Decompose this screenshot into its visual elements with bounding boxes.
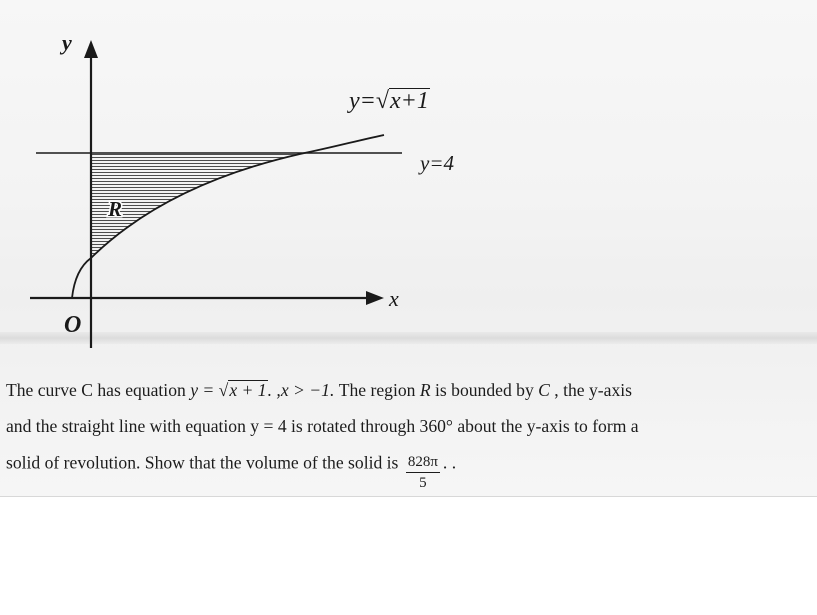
equation-radicand: x + 1 [229,380,267,400]
problem-line-2: and the straight line with equation y = 4 is rotated through 360° about the y-axis to form a [6,416,639,436]
curve-label-prefix: y= [349,88,376,114]
curve-equation: y = √x + 1. [190,380,273,400]
curve-equation-label: y=√x+1 [349,88,429,114]
problem-statement [6,372,811,491]
curve-label-radicand: x+1 [390,88,429,114]
curve-name: C [538,380,550,400]
fraction-denominator: 5 [419,475,427,491]
problem-line-1: The curve C has equation y = √x + 1. ,x > −1. The region R is bounded by C , the y-axis [6,380,632,400]
x-axis-label: x [389,286,399,311]
hline-equation-label: y=4 [420,151,454,175]
y-axis-label: y [62,30,72,55]
region-r-label: R [108,197,123,221]
volume-fraction [406,452,440,493]
region-name: R [419,380,431,400]
image-bottom-edge [0,496,817,497]
x-axis-arrow [366,291,384,305]
domain-condition: ,x > −1. [272,380,339,400]
origin-label: O [64,312,82,338]
problem-line-3: solid of revolution. Show that the volume of the solid is $\frac{828\pi}{5}$ . . [6,452,457,491]
fraction-numerator: 828π [406,452,440,473]
y-axis-arrow [84,40,98,58]
shaded-region-r [91,154,300,258]
